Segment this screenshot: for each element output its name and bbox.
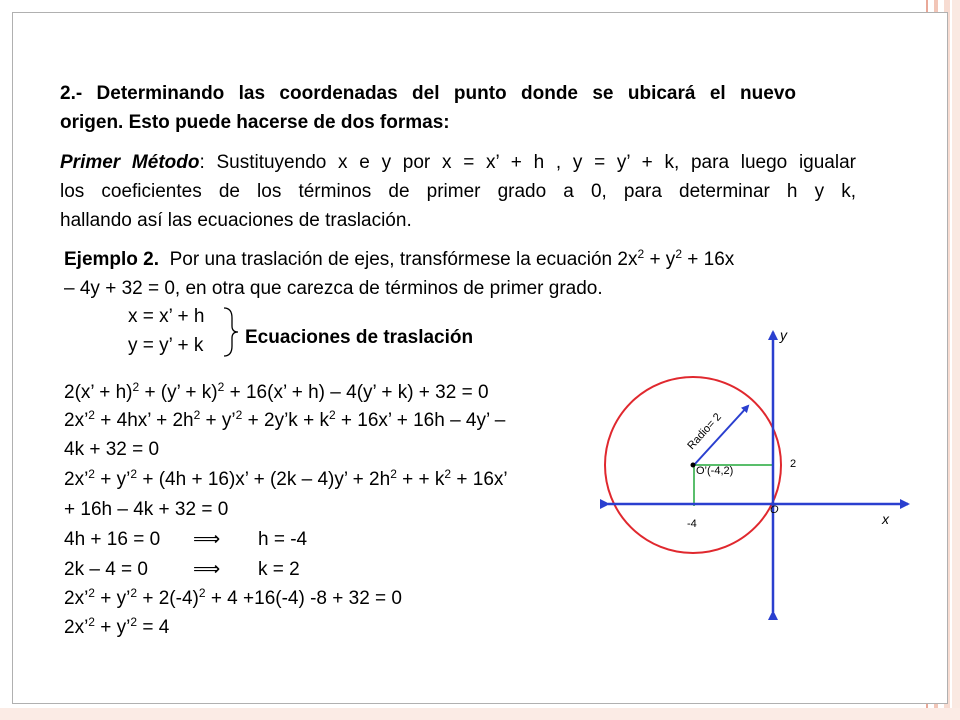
origin-label: O bbox=[770, 504, 779, 516]
decor-stripe bbox=[952, 0, 960, 720]
tick-label-y: 2 bbox=[790, 458, 797, 470]
x-axis-label: x bbox=[882, 511, 889, 527]
radius-label: Radio= 2 bbox=[685, 411, 724, 453]
section-heading-line-1: 2.- Determinando las coordenadas del punto donde se ubicará el nuevo bbox=[60, 83, 796, 104]
decor-bottom-band bbox=[0, 708, 960, 720]
center-point bbox=[691, 463, 696, 468]
step-line-8: 2x’$^2$ + y’$^2$ + $2(-4)^2 + 4 +16(-4) -8 + 32 = 0$ bbox=[64, 586, 402, 609]
step-line-5: + 16h – 4k + 32 = 0 bbox=[64, 499, 229, 520]
translation-eq-x: x = x’ + h bbox=[128, 306, 205, 327]
step-line-4: 2x’$^2$ + y’$^2$ + (4h + 16)x’ + (2k – 4)y’ + $2h^2$ + + $k^2 + 16x$’ bbox=[64, 467, 508, 490]
translation-eq-y: y = y’ + k bbox=[128, 335, 204, 356]
step-line-7-result: k = 2 bbox=[258, 559, 300, 580]
brace-icon bbox=[222, 306, 242, 358]
y-axis-label: y bbox=[780, 327, 787, 343]
example-line-1: Ejemplo 2. Por una traslación de ejes, transfórmese la ecuación $2x^2 + y^2 + 16x$ bbox=[64, 247, 735, 270]
step-line-1: 2(x’ + h)$^2$ + (y’ + k)$^2$ + 16(x’ + h) – 4(y’ + k) + 32 = 0 bbox=[64, 380, 489, 403]
translation-title: Ecuaciones de traslación bbox=[245, 327, 474, 348]
center-label: O’(-4,2) bbox=[696, 465, 734, 477]
method-line-1: Primer Método: Sustituyendo x e y por x = x’ + h , y = y’ + k, para luego igualar bbox=[60, 152, 856, 173]
example-line-2: – 4y + 32 = 0, en otra que carezca de términos de primer grado. bbox=[64, 278, 603, 299]
step-line-6-result: h = -4 bbox=[258, 529, 308, 550]
step-line-3: 4k + 32 = 0 bbox=[64, 439, 160, 460]
implies-icon: ⟹ bbox=[193, 529, 221, 550]
method-line-2: los coeficientes de los términos de primer grado a 0, para determinar h y k, bbox=[60, 181, 856, 202]
method-label: Primer Método bbox=[60, 152, 200, 173]
step-line-2: 2x’$^2$ + 4hx’ + $2h^2$ + y’$^2$ + 2y’k + $k^2 + 16x$’ + 16h – 4y’ – bbox=[64, 408, 506, 431]
step-line-6: 4h + 16 = 0 bbox=[64, 529, 161, 550]
method-line-3: hallando así las ecuaciones de traslación. bbox=[60, 210, 412, 231]
step-line-7: 2k – 4 = 0 bbox=[64, 559, 148, 580]
example-label: Ejemplo 2. bbox=[64, 249, 160, 270]
implies-icon: ⟹ bbox=[193, 559, 221, 580]
section-heading-line-2: origen. Esto puede hacerse de dos formas: bbox=[60, 112, 450, 133]
coordinate-diagram bbox=[590, 310, 920, 640]
step-line-9: 2x’$^2$ + y’$^2$ = 4 bbox=[64, 615, 170, 638]
tick-label-x: -4 bbox=[687, 518, 697, 530]
